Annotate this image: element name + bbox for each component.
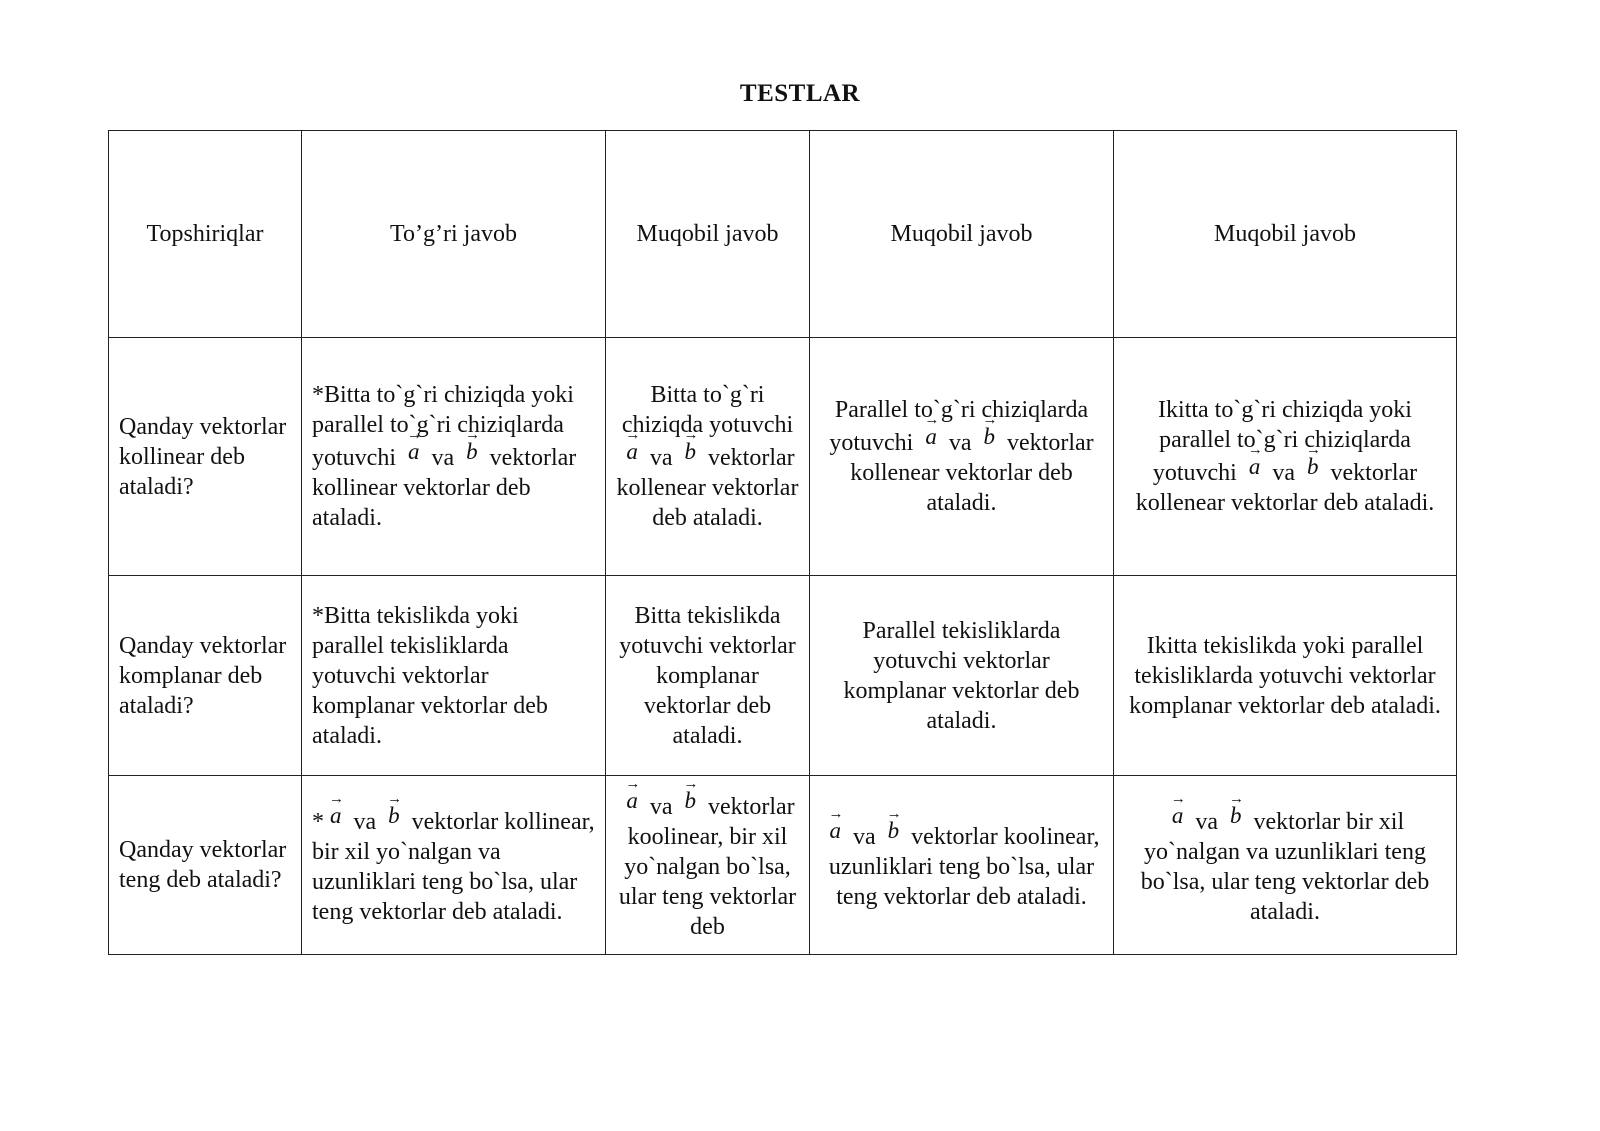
answer-text: vektorlar kollenear vektorlar deb ataladi. xyxy=(850,430,1094,516)
conjunction-text: va xyxy=(853,823,876,850)
tests-table xyxy=(108,130,1457,955)
conjunction-text: va xyxy=(1195,808,1219,835)
vector-a-symbol: → a xyxy=(1247,455,1263,478)
question-text: Qanday vektorlar teng deb ataladi? xyxy=(119,837,287,893)
header-row xyxy=(109,131,1457,338)
page-title: TESTLAR xyxy=(739,80,861,107)
vector-a-symbol: → a xyxy=(828,819,844,842)
conjunction-text: va xyxy=(948,430,972,456)
correct-marker: * xyxy=(312,808,324,835)
alternative-answer-cell xyxy=(606,338,810,576)
correct-answer-cell xyxy=(302,576,606,776)
correct-answer-cell xyxy=(302,338,606,576)
answer-text: Ikitta to`g`ri chiziqda yoki parallel to`g`ri chiziqlarda yotuvchi xyxy=(1152,397,1412,486)
answer-text: *Bitta tekislikda yoki parallel tekisliklarda yotuvchi vektorlar komplanar vektorlar deb ataladi. xyxy=(312,602,548,749)
table-row xyxy=(109,338,1457,576)
vector-b-symbol: → b xyxy=(386,804,402,827)
vector-b-symbol: → b xyxy=(683,440,699,463)
vector-a-symbol: → a xyxy=(1170,804,1186,827)
vector-a-symbol: → a xyxy=(923,425,939,448)
conjunction-text: va xyxy=(431,445,455,471)
answer-text: vektorlar bir xil yo`nalgan va uzunliklari teng bo`lsa, ular teng vektorlar deb ataladi. xyxy=(1140,808,1430,925)
table-row xyxy=(109,776,1457,955)
alternative-answer-cell xyxy=(810,338,1114,576)
alternative-answer-cell xyxy=(1114,776,1457,955)
question-text: Qanday vektorlar kollinear deb ataladi? xyxy=(119,413,287,500)
answer-text: Bitta to`g`ri chiziqda yotuvchi xyxy=(621,382,794,438)
answer-text: Parallel to`g`ri chiziqlarda yotuvchi xyxy=(829,397,1089,456)
alternative-answer-cell xyxy=(810,776,1114,955)
question-text: Qanday vektorlar komplanar deb ataladi? xyxy=(119,632,287,719)
header-alternative-answer-2: Muqobil javob xyxy=(810,131,1114,338)
answer-text: vektorlar kollenear vektorlar deb ataladi. xyxy=(1135,460,1435,516)
alternative-answer-cell xyxy=(606,776,810,955)
header-correct-answer: To’g’ri javob xyxy=(302,131,606,338)
conjunction-text: va xyxy=(353,808,377,835)
answer-text: vektorlar koolinear, uzunliklari teng bo`lsa, ular teng vektorlar deb ataladi. xyxy=(828,823,1100,910)
answer-text: vektorlar kollinear, bir xil yo`nalgan va uzunliklari teng bo`lsa, ular teng vektorlar deb ataladi. xyxy=(312,808,595,925)
answer-text: vektorlar kollenear vektorlar deb ataladi. xyxy=(616,445,799,531)
vector-b-symbol: → b xyxy=(1305,455,1321,478)
vector-b-symbol: → b xyxy=(1228,804,1244,827)
answer-text: Bitta tekislikda yotuvchi vektorlar komplanar vektorlar deb ataladi. xyxy=(619,602,796,749)
conjunction-text: va xyxy=(649,445,673,471)
header-alternative-answer-1: Muqobil javob xyxy=(606,131,810,338)
answer-text: vektorlar koolinear, bir xil yo`nalgan bo`lsa, ular teng vektorlar deb xyxy=(618,793,797,940)
answer-text: *Bitta to`g`ri chiziqda yoki parallel to`g`ri chiziqlarda yotuvchi xyxy=(312,382,574,471)
question-cell xyxy=(109,338,302,576)
alternative-answer-cell xyxy=(1114,576,1457,776)
vector-b-symbol: → b xyxy=(464,440,480,463)
answer-text: Ikitta tekislikda yoki parallel tekisliklarda yotuvchi vektorlar komplanar vektorlar deb ataladi. xyxy=(1129,632,1441,719)
vector-a-symbol: → a xyxy=(328,804,344,827)
conjunction-text: va xyxy=(649,793,673,820)
vector-b-symbol: → b xyxy=(683,789,699,812)
vector-b-symbol: → b xyxy=(886,819,902,842)
vector-a-symbol: → a xyxy=(406,440,422,463)
question-cell xyxy=(109,576,302,776)
conjunction-text: va xyxy=(1272,460,1296,486)
alternative-answer-cell xyxy=(1114,338,1457,576)
question-cell xyxy=(109,776,302,955)
vector-a-symbol: → a xyxy=(624,440,640,463)
answer-text: Parallel tekisliklarda yotuvchi vektorlar komplanar vektorlar deb ataladi. xyxy=(843,617,1080,734)
answer-text: vektorlar kollinear vektorlar deb ataladi. xyxy=(312,445,577,531)
table-row xyxy=(109,576,1457,776)
vector-b-symbol: → b xyxy=(982,425,998,448)
header-alternative-answer-3: Muqobil javob xyxy=(1114,131,1457,338)
alternative-answer-cell xyxy=(810,576,1114,776)
header-tasks: Topshiriqlar xyxy=(109,131,302,338)
alternative-answer-cell xyxy=(606,576,810,776)
correct-answer-cell xyxy=(302,776,606,955)
vector-a-symbol: → a xyxy=(624,789,640,812)
